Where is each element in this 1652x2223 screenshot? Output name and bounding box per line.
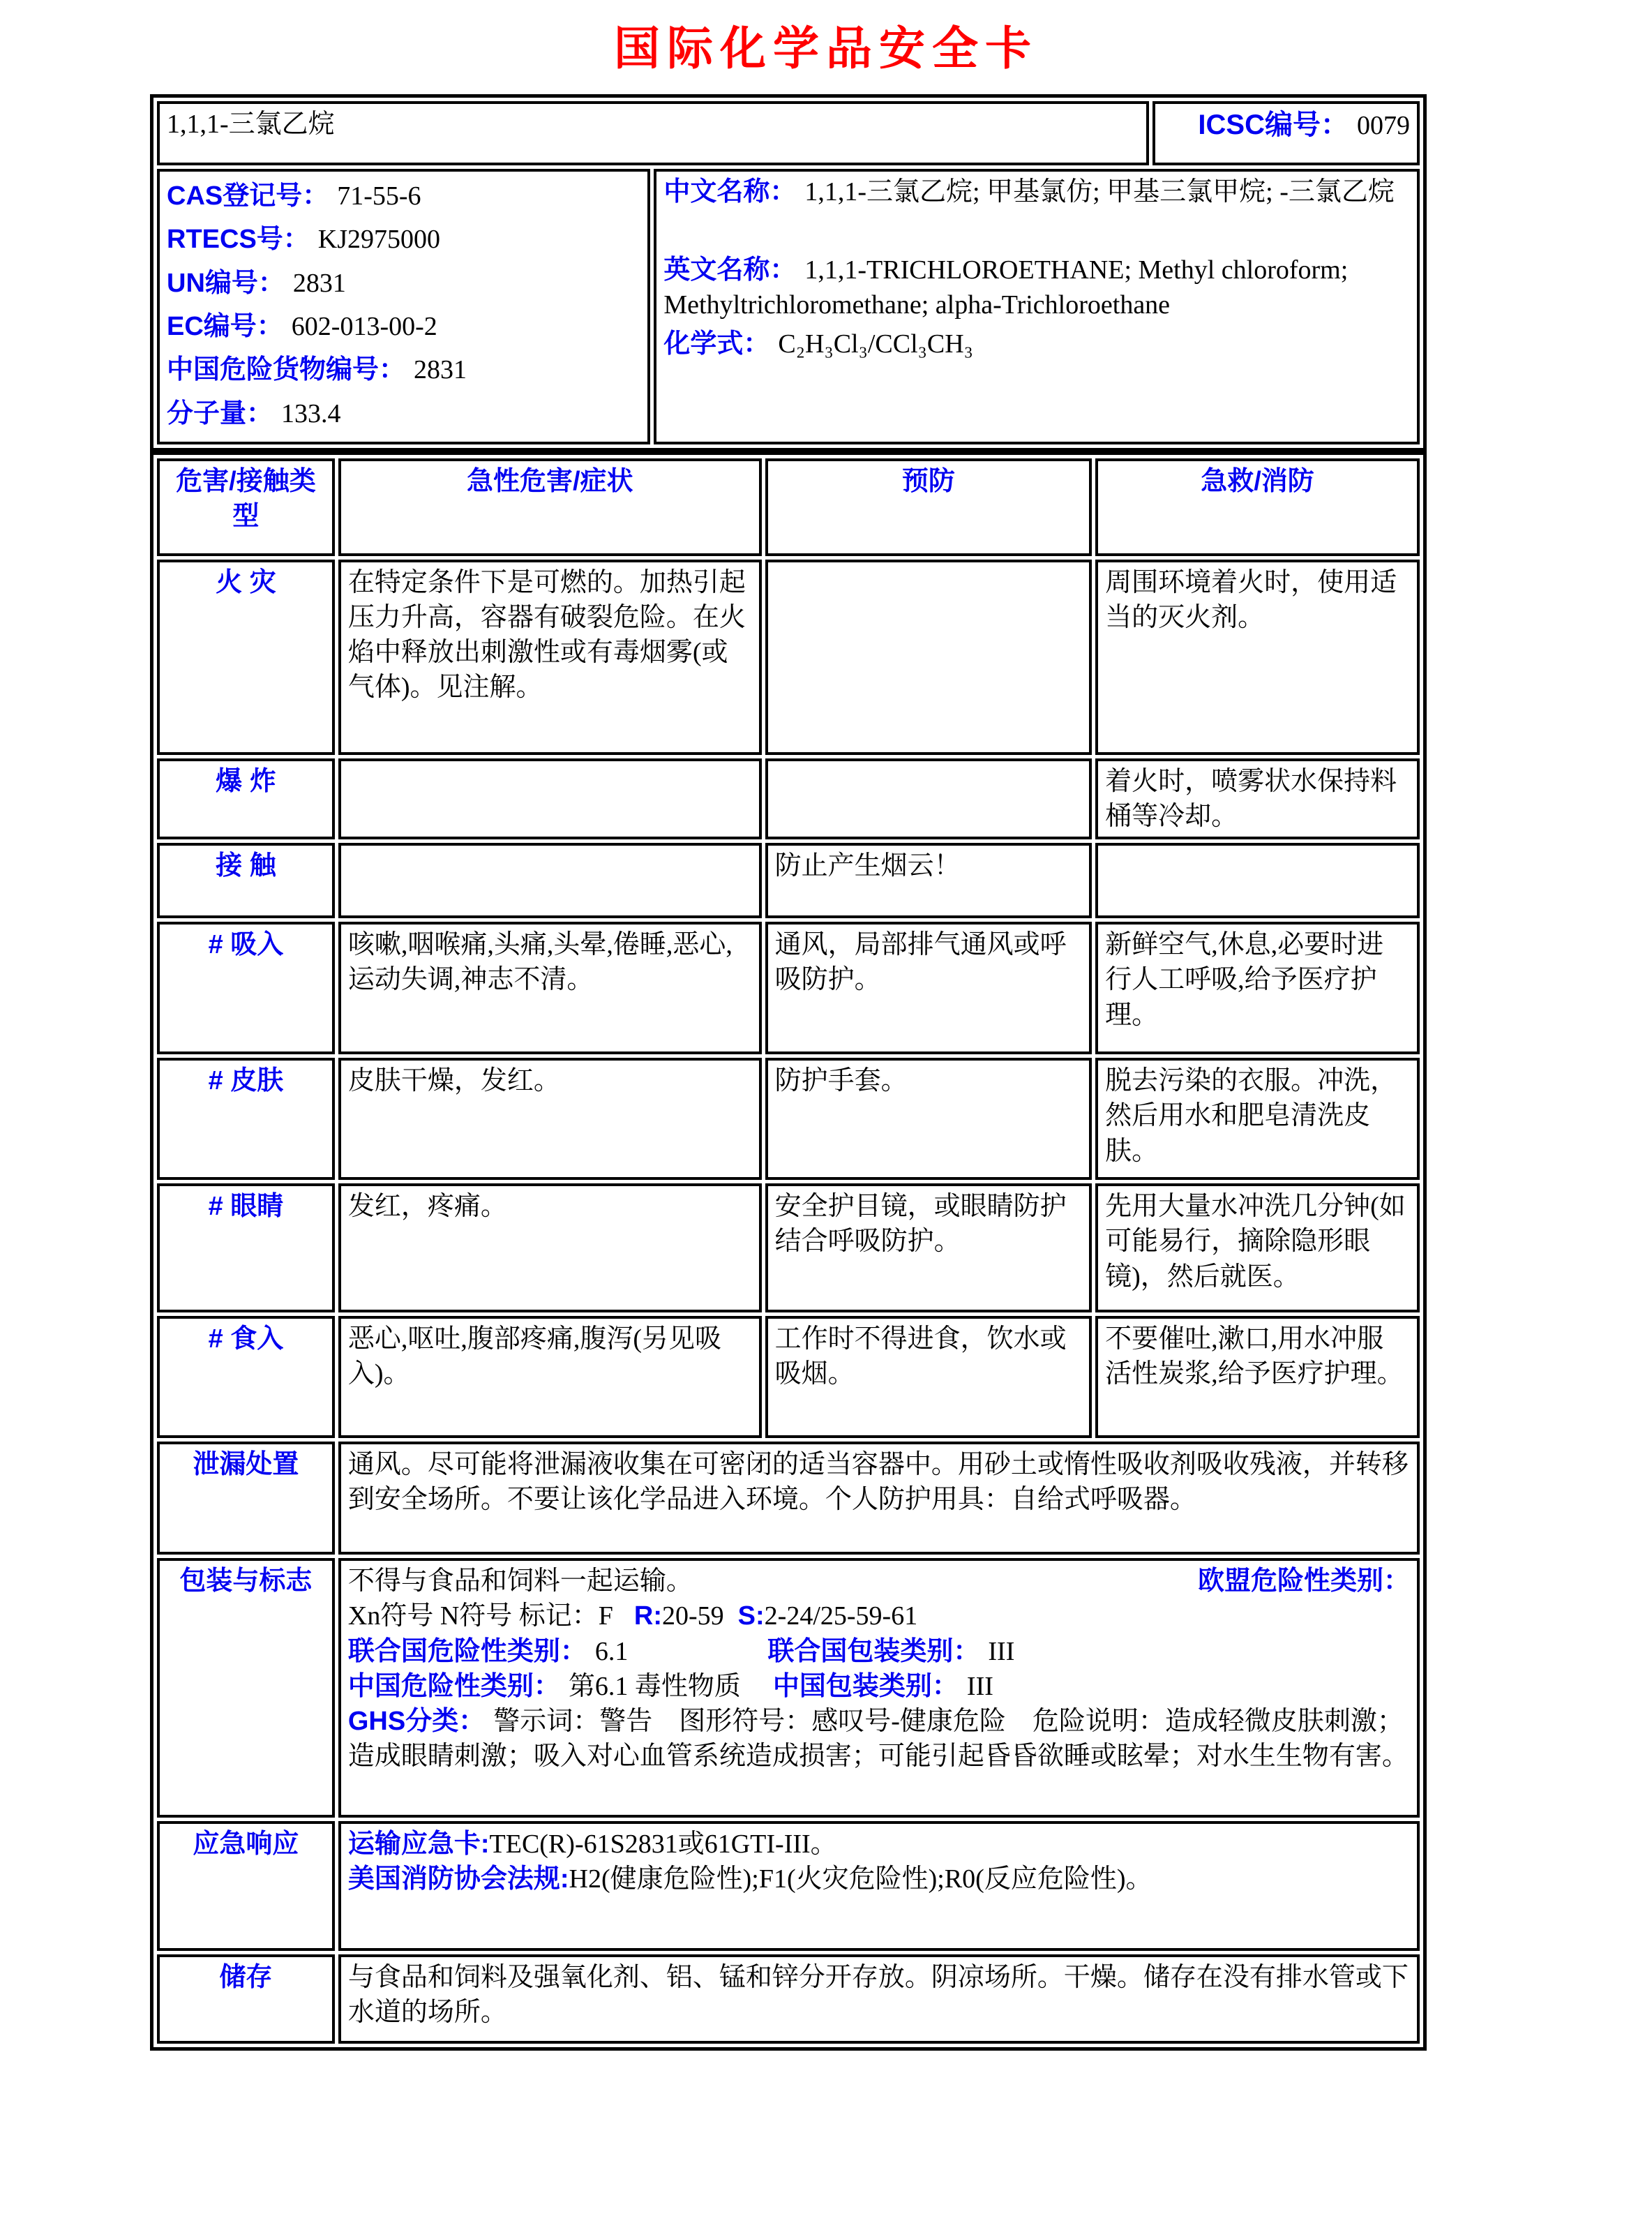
cas-value: 71-55-6 [337,181,421,211]
eu-symbols-text: Xn符号 N符号 标记：F [347,1601,613,1631]
molecular-weight-line [167,392,640,435]
explosion-symptoms [338,758,762,839]
ec-value: 602-013-00-2 [291,311,437,341]
eu-class-label: 欧盟危险性类别： [1197,1566,1410,1596]
skin-firstaid: 脱去污染的衣服。冲洗，然后用水和肥皂清洗皮肤。 [1095,1058,1420,1180]
tec-line [348,1827,1410,1862]
name-row [157,101,1420,165]
table-row-exposure [157,843,1420,918]
ghs-label: GHS分类： [347,1706,486,1736]
cn-dangerous-goods-value: 2831 [414,355,467,385]
un-label: UN编号： [167,268,285,298]
rtecs-line [167,218,640,261]
cn-pack-value: III [966,1671,993,1701]
inhalation-firstaid: 新鲜空气,休息,必要时进行人工呼吸,给予医疗护理。 [1095,922,1420,1054]
spill-label: 泄漏处置 [157,1442,335,1555]
rtecs-label: RTECS号： [167,225,310,255]
s-phrase-label: S: [737,1601,765,1631]
inhalation-label: # 吸入 [157,922,335,1054]
un-pack-label: 联合国包装类别： [767,1636,980,1666]
explosion-prevention [765,758,1092,839]
explosion-firstaid: 着火时，喷雾状水保持料桶等冷却。 [1095,758,1420,839]
cas-label: CAS登记号： [167,181,329,211]
un-class-line [348,1634,1410,1669]
skin-prevention: 防护手套。 [765,1058,1092,1180]
ingestion-prevention: 工作时不得进食，饮水或吸烟。 [765,1316,1092,1438]
packaging-label: 包装与标志 [157,1558,335,1818]
registry-row [157,169,1420,444]
packaging-cell [338,1558,1420,1818]
ingestion-firstaid: 不要催吐,漱口,用水冲服活性炭浆,给予医疗护理。 [1095,1316,1420,1438]
cn-class-value: 第6.1 毒性物质 [568,1671,741,1701]
chinese-name-value: 1,1,1-三氯乙烷; 甲基氯仿; 甲基三氯甲烷; -三氯乙烷 [804,177,1395,207]
s-phrase-value: 2-24/25-59-61 [764,1601,918,1631]
fire-symptoms: 在特定条件下是可燃的。加热引起压力升高，容器有破裂危险。在火焰中释放出刺激性或有毒烟雾(或气体)。见注解。 [338,560,762,755]
emergency-cell [338,1821,1420,1951]
exposure-firstaid [1095,843,1420,918]
formula-block [663,327,1410,361]
un-class-label: 联合国危险性类别： [347,1636,587,1666]
un-class-value: 6.1 [594,1636,629,1666]
header-prevention: 预防 [765,458,1092,556]
emergency-label: 应急响应 [157,1821,335,1951]
table-row-eyes [157,1183,1420,1312]
eyes-label: # 眼睛 [157,1183,335,1312]
ghs-value: 警示词：警告 图形符号：感叹号-健康危险 危险说明：造成轻微皮肤刺激；造成眼睛刺激；吸入对心血管系统造成损害；可能引起昏昏欲睡或眩晕；对水生生物有害。 [347,1706,1409,1772]
formula-value: C₂H₃Cl₃/CCl₃CH₃ [778,329,973,359]
english-name-label: 英文名称： [663,255,797,285]
molecular-weight-label: 分子量： [167,398,273,428]
transport-note: 不得与食品和饲料一起运输。 [347,1566,693,1596]
storage-text: 与食品和饲料及强氧化剂、铝、锰和锌分开存放。阴凉场所。干燥。储存在没有排水管或下水道的场所。 [338,1954,1420,2044]
english-name-block [663,253,1410,322]
table-row-packaging [157,1558,1420,1818]
header-firstaid: 急救/消防 [1095,458,1420,556]
explosion-label: 爆 炸 [157,758,335,839]
un-value: 2831 [292,268,346,298]
exposure-symptoms [338,843,762,918]
ingestion-symptoms: 恶心,呕吐,腹部疼痛,腹泻(另见吸入)。 [338,1316,762,1438]
storage-label: 储存 [157,1954,335,2044]
english-name-value: 1,1,1-TRICHLOROETHANE; Methyl chloroform; Methyltrichloromethane; alpha-Trichloroethane [663,255,1349,320]
icsc-number-cell [1152,101,1420,165]
nfpa-line [348,1862,1410,1896]
inhalation-symptoms: 咳嗽,咽喉痛,头痛,头晕,倦睡,恶心,运动失调,神志不清。 [338,922,762,1054]
ec-label: EC编号： [167,311,283,341]
eyes-prevention: 安全护目镜，或眼睛防护结合呼吸防护。 [765,1183,1092,1312]
formula-label: 化学式： [663,329,770,359]
ec-line [167,305,640,348]
skin-label: # 皮肤 [157,1058,335,1180]
table-row-fire [157,560,1420,755]
nfpa-value: H2(健康危险性);F1(火灾危险性);R0(反应危险性)。 [569,1864,1152,1894]
r-phrase-label: R: [633,1601,663,1631]
table-row-explosion [157,758,1420,839]
spill-text: 通风。尽可能将泄漏液收集在可密闭的适当容器中。用砂土或惰性吸收剂吸收残液，并转移到安全场所。不要让该化学品进入环境。个人防护用具：自给式呼吸器。 [338,1442,1420,1555]
exposure-label: 接 触 [157,843,335,918]
r-phrase-value: 20-59 [662,1601,724,1631]
eu-symbols-line [348,1599,1410,1633]
tec-label: 运输应急卡: [347,1829,490,1859]
cas-line [167,174,640,218]
ghs-line [348,1704,1410,1774]
fire-label: 火 灾 [157,560,335,755]
icsc-value: 0079 [1357,111,1410,140]
exposure-prevention: 防止产生烟云！ [765,843,1092,918]
page-title: 国际化学品安全卡 [614,24,1038,75]
icsc-document [0,11,1652,2051]
fire-firstaid: 周围环境着火时，使用适当的灭火剂。 [1095,560,1420,755]
eyes-symptoms: 发红，疼痛。 [338,1183,762,1312]
cn-class-label: 中国危险性类别： [347,1671,560,1701]
inhalation-prevention: 通风，局部排气通风或呼吸防护。 [765,922,1092,1054]
table-row-ingestion [157,1316,1420,1438]
chinese-name-label: 中文名称： [663,177,797,207]
header-hazard-type: 危害/接触类型 [157,458,335,556]
table-row-inhalation [157,922,1420,1054]
cn-dangerous-goods-label: 中国危险货物编号： [167,355,406,385]
table-row-emergency [157,1821,1420,1951]
icsc-label: ICSC编号： [1198,110,1349,140]
names-cell [654,169,1420,444]
cn-dangerous-goods-line [167,348,640,391]
cn-pack-label: 中国包装类别： [772,1671,959,1701]
packaging-transport-line [348,1564,1410,1599]
skin-symptoms: 皮肤干燥，发红。 [338,1058,762,1180]
table-row-skin [157,1058,1420,1180]
fire-prevention [765,560,1092,755]
un-pack-value: III [988,1636,1015,1666]
identification-table [150,94,1427,451]
molecular-weight-value: 133.4 [281,398,341,428]
chinese-name-block [663,174,1410,209]
registry-numbers-cell [157,169,650,444]
cn-class-line [348,1669,1410,1704]
eyes-firstaid: 先用大量水冲洗几分钟(如可能易行，摘除隐形眼镜)，然后就医。 [1095,1183,1420,1312]
header-symptoms: 急性危害/症状 [338,458,762,556]
un-line [167,262,640,305]
rtecs-value: KJ2975000 [317,225,441,255]
table-row-storage [157,1954,1420,2044]
ingestion-label: # 食入 [157,1316,335,1438]
table-row-spill [157,1442,1420,1555]
nfpa-label: 美国消防协会法规: [347,1864,569,1894]
tec-value: TEC(R)-61S2831或61GTI-III。 [489,1829,837,1859]
chemical-name: 1,1,1-三氯乙烷 [157,101,1149,165]
hazard-header-row [157,458,1420,556]
hazard-table [150,451,1427,2051]
